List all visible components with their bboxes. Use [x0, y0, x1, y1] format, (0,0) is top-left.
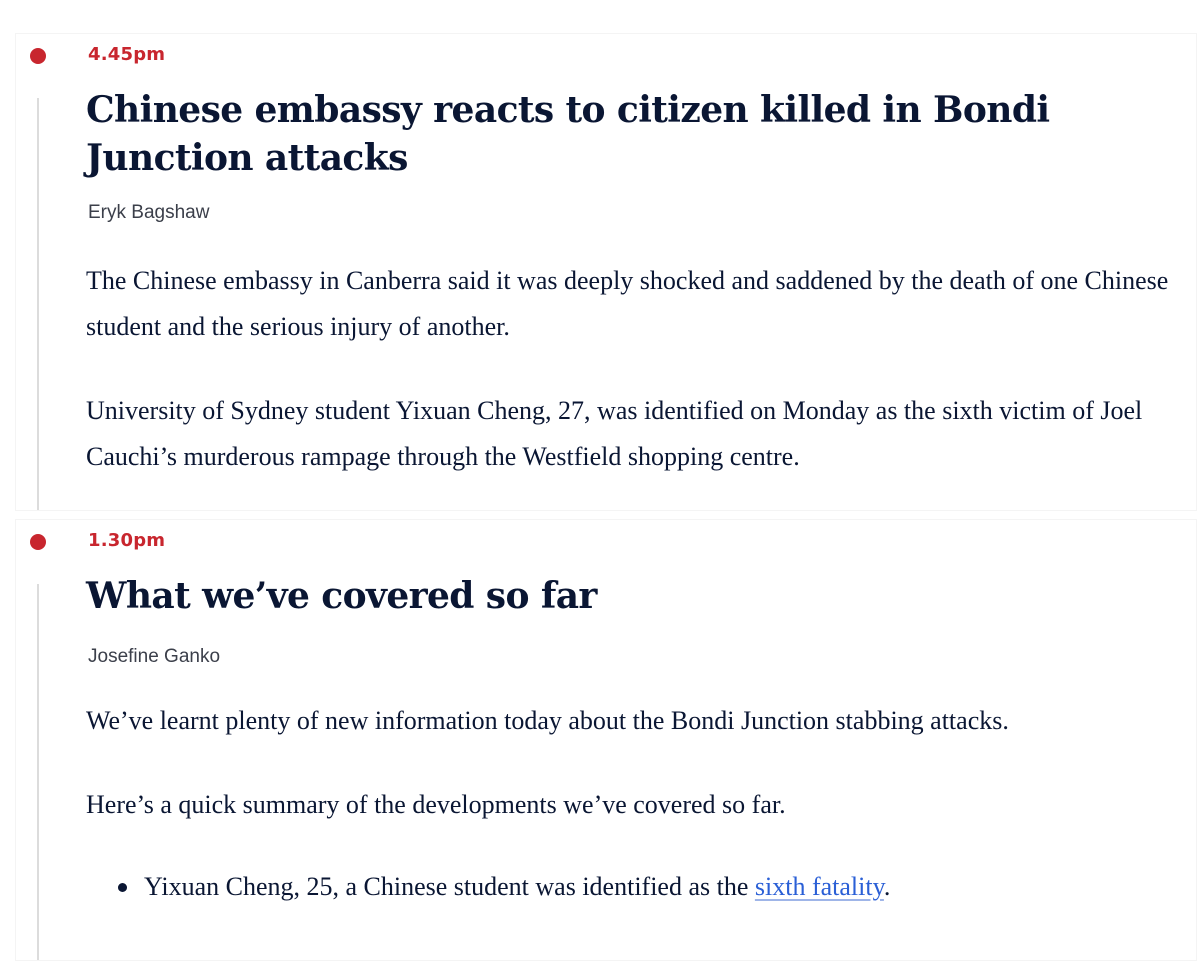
post-author[interactable]: Josefine Ganko	[88, 646, 221, 667]
live-post	[16, 520, 1196, 960]
post-paragraph: The Chinese embassy in Canberra said it was deeply shocked and saddened by the death of one Chinese student and the serious injury of another.	[86, 266, 1169, 341]
timeline-line	[37, 584, 39, 960]
post-author[interactable]: Eryk Bagshaw	[88, 202, 210, 223]
post-headline[interactable]: Chinese embassy reacts to citizen killed in Bondi Junction attacks	[86, 89, 1050, 179]
summary-list-item	[86, 864, 890, 910]
post-timestamp: 4.45pm	[88, 44, 166, 65]
timeline-dot-icon	[30, 48, 46, 64]
summary-item-punctuation: .	[883, 872, 891, 901]
post-headline[interactable]: What we’ve covered so far	[86, 575, 597, 617]
sixth-fatality-link[interactable]: sixth fatality	[754, 872, 884, 901]
post-paragraph: We’ve learnt plenty of new information today about the Bondi Junction stabbing attacks.	[86, 706, 1009, 735]
timeline-line	[37, 98, 39, 510]
summary-list	[86, 864, 890, 910]
summary-item-text: Yixuan Cheng, 25, a Chinese student was identified as the	[144, 872, 755, 901]
timeline-dot-icon	[30, 534, 46, 550]
post-timestamp: 1.30pm	[88, 530, 166, 551]
live-post	[16, 34, 1196, 510]
post-paragraph: University of Sydney student Yixuan Cheng, 27, was identified on Monday as the sixth victim of Joel Cauchi’s murderous rampage through the Westfield shopping centre.	[86, 396, 1143, 471]
bullet-icon	[118, 883, 127, 892]
post-paragraph: Here’s a quick summary of the developments we’ve covered so far.	[86, 790, 786, 819]
